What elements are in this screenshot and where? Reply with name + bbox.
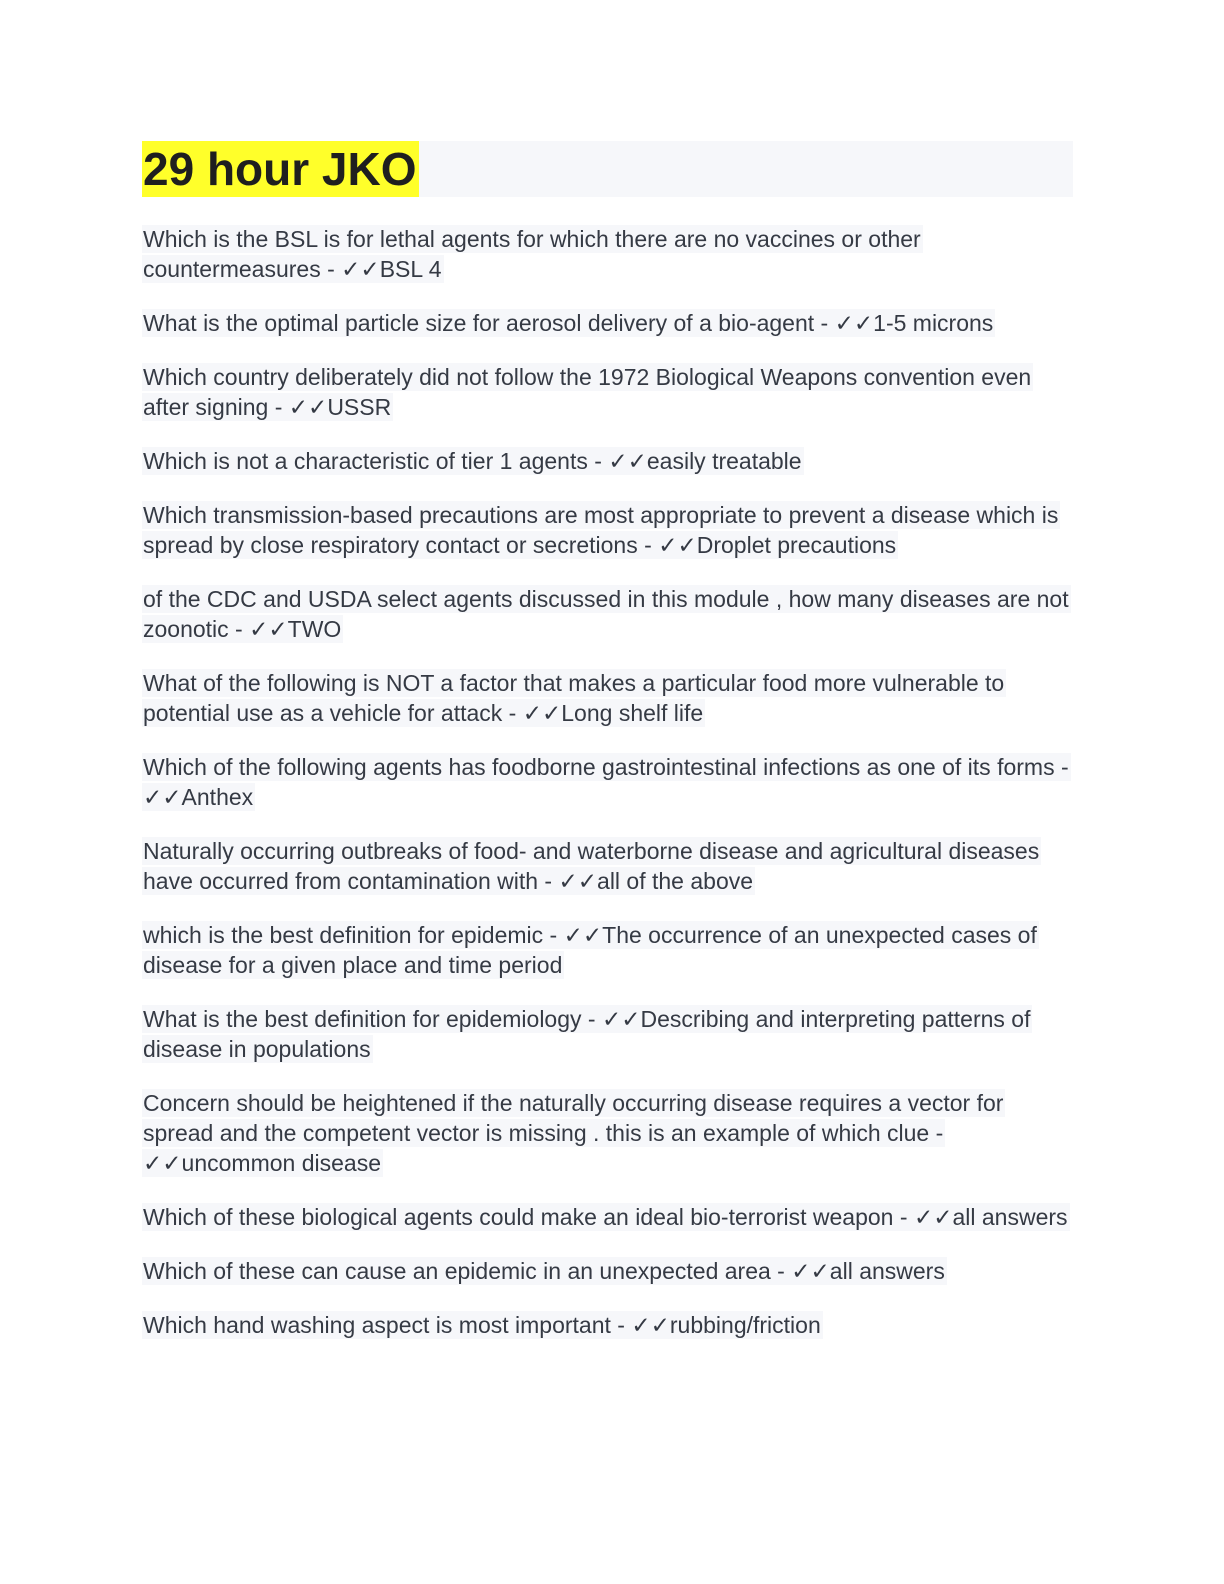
question-text: Which transmission-based precautions are most appropriate to prevent a disease which is spread by close respiratory contact or secretions [143,502,1059,558]
checkmark-icon: ✓✓ [658,532,697,558]
answer-text: BSL 4 [379,256,442,282]
qa-text [142,669,1006,727]
checkmark-icon: ✓✓ [791,1258,830,1284]
checkmark-icon: ✓✓ [631,1312,670,1338]
qa-text [142,501,1060,559]
answer-text: TWO [287,616,342,642]
checkmark-icon: ✓✓ [913,1204,953,1230]
checkmark-icon: ✓✓ [601,1006,641,1032]
qa-text [142,1089,1005,1177]
qa-item [142,362,1073,422]
answer-text: Anthex [181,784,254,810]
separator: - [543,922,564,948]
answer-text: The occurrence of an unexpected cases of disease for a given place and time period [143,922,1037,978]
qa-item [142,1310,1073,1340]
question-text: Which is not a characteristic of tier 1 agents [143,448,588,474]
qa-item [142,836,1073,896]
separator: - [610,1312,632,1338]
qa-item [142,500,1073,560]
qa-item [142,1088,1073,1178]
qa-item [142,752,1073,812]
question-text: Which of the following agents has foodborne gastrointestinal infections as one of its forms [143,754,1055,780]
separator: - [502,700,523,726]
qa-item [142,224,1073,284]
qa-text [142,837,1041,895]
question-text: Concern should be heightened if the naturally occurring disease requires a vector for spread and the competent vector is missing . this is an example of which clue [143,1090,1004,1146]
qa-item [142,1256,1073,1286]
answer-text: Long shelf life [561,700,704,726]
checkmark-icon: ✓✓ [558,868,598,894]
qa-item [142,584,1073,644]
title-bar [142,141,1073,197]
qa-text [142,363,1033,421]
question-text: What is the optimal particle size for aerosol delivery of a bio-agent [143,310,815,336]
qa-text [142,585,1071,643]
separator: - [637,532,659,558]
document-title: 29 hour JKO [143,143,417,195]
answer-text: 1-5 microns [873,310,994,336]
answer-text: Droplet precautions [696,532,897,558]
checkmark-icon: ✓✓ [249,616,288,642]
question-text: Naturally occurring outbreaks of food- and waterborne disease and agricultural diseases have occurred from contamination with [143,838,1040,894]
separator: - [268,394,289,420]
qa-text [142,921,1039,979]
qa-text [142,309,995,337]
answer-text: Describing and interpreting patterns of disease in populations [143,1006,1031,1062]
qa-item [142,668,1073,728]
separator: - [228,616,250,642]
answer-text: rubbing/friction [669,1312,821,1338]
answer-text: all of the above [597,868,754,894]
separator: - [587,448,609,474]
qa-item [142,308,1073,338]
qa-item [142,1004,1073,1064]
question-text: What of the following is NOT a factor that makes a particular food more vulnerable to potential use as a vehicle for attack [143,670,1005,726]
qa-text [142,1311,823,1339]
qa-item [142,1202,1073,1232]
separator: - [538,868,559,894]
separator: - [320,256,342,282]
document-page [142,141,1073,1364]
separator: - [1054,754,1069,780]
question-text: Which hand washing aspect is most important [143,1312,611,1338]
checkmark-icon: ✓✓ [834,310,874,336]
checkmark-icon: ✓✓ [563,922,603,948]
checkmark-icon: ✓✓ [143,784,182,810]
qa-text [142,225,923,283]
answer-text: all answers [952,1204,1068,1230]
qa-text [142,1203,1070,1231]
answer-text: easily treatable [646,448,802,474]
question-text: Which is the BSL is for lethal agents for which there are no vaccines or other countermeasures [143,226,921,282]
separator: - [581,1006,602,1032]
checkmark-icon: ✓✓ [143,1150,182,1176]
separator: - [814,310,835,336]
question-text: which is the best definition for epidemic [143,922,544,948]
answer-text: all answers [829,1258,945,1284]
qa-item [142,446,1073,476]
qa-text [142,447,804,475]
question-text: Which of these biological agents could make an ideal bio-terrorist weapon [143,1204,894,1230]
question-text: Which country deliberately did not follow the 1972 Biological Weapons convention even after signing [143,364,1032,420]
question-text: of the CDC and USDA select agents discussed in this module , how many diseases are not zoonotic [143,586,1069,642]
qa-text [142,753,1071,811]
qa-item [142,920,1073,980]
question-answer-list [142,224,1073,1340]
separator: - [929,1120,944,1146]
question-text: What is the best definition for epidemiology [143,1006,582,1032]
separator: - [893,1204,914,1230]
qa-text [142,1005,1032,1063]
separator: - [770,1258,792,1284]
question-text: Which of these can cause an epidemic in an unexpected area [143,1258,771,1284]
answer-text: uncommon disease [181,1150,381,1176]
checkmark-icon: ✓✓ [522,700,562,726]
qa-text [142,1257,947,1285]
checkmark-icon: ✓✓ [288,394,328,420]
checkmark-icon: ✓✓ [608,448,647,474]
answer-text: USSR [327,394,392,420]
checkmark-icon: ✓✓ [341,256,380,282]
